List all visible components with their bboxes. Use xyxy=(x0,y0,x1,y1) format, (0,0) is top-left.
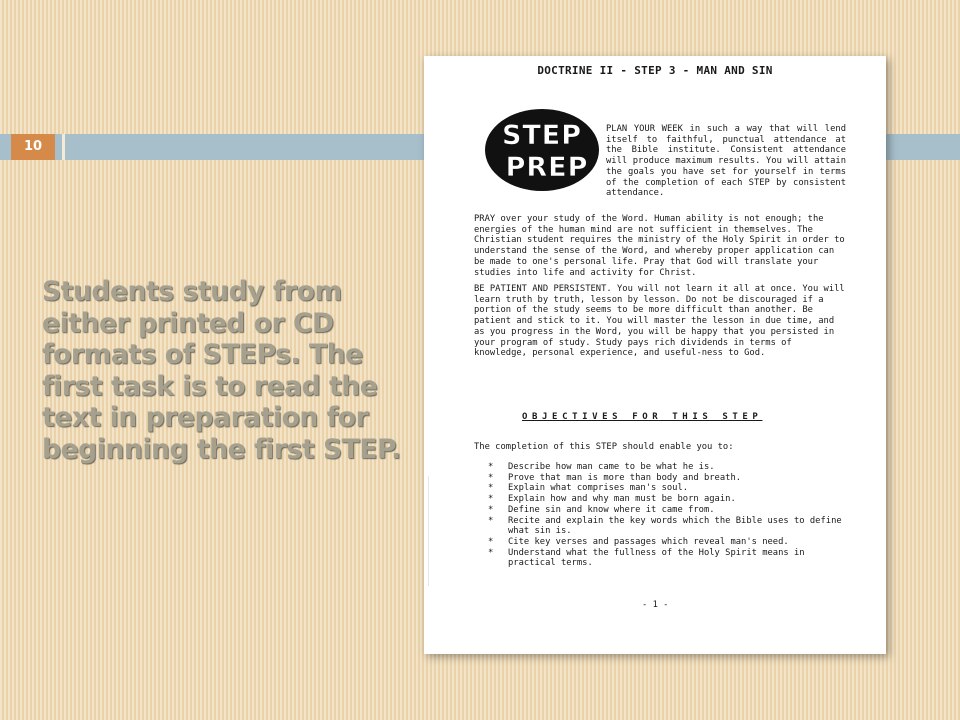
objectives-heading: OBJECTIVES FOR THIS STEP xyxy=(522,412,763,422)
pray-paragraph: PRAY over your study of the Word. Human ability is not enough; the energies of the human mind are not sufficient in themselves. The Christian student requires the ministry of the Holy Spirit in order to understand the sense of the Word, and whereby proper application can be made to one's personal life. Pray that God will translate your studies into life and activity for Christ. xyxy=(474,214,845,278)
list-item: * Define sin and know where it came from. xyxy=(480,505,850,516)
step-prep-logo xyxy=(484,108,600,192)
objectives-intro: The completion of this STEP should enable you to: xyxy=(474,442,734,452)
logo-text-step: STEP xyxy=(501,120,583,151)
document-title: DOCTRINE II - STEP 3 - MAN AND SIN xyxy=(537,64,773,77)
list-item: * Describe how man came to be what he is. xyxy=(480,462,850,473)
document-page xyxy=(424,56,886,654)
list-item: * Explain how and why man must be born again. xyxy=(480,494,850,505)
page-number: - 1 - xyxy=(642,600,669,610)
logo-text-prep: PREP xyxy=(505,152,589,183)
list-item: * Explain what comprises man's soul. xyxy=(480,483,850,494)
list-item: * Understand what the fullness of the Holy Spirit means in practical terms. xyxy=(480,548,850,569)
patient-paragraph: BE PATIENT AND PERSISTENT. You will not learn it all at once. You will learn truth by truth, lesson by lesson. Do not be discouraged if a portion of the study seems to be more difficult than another. Be patient and stick to it. You will master the lesson in due time, and as you progress in the Word, you will be happy that you persisted in your program of study. Study pays rich dividends in terms of knowledge, personal experience, and useful-ness to God. xyxy=(474,284,845,359)
intro-paragraph: PLAN YOUR WEEK in such a way that will lend itself to faithful, punctual attendance at the Bible institute. Consistent attendance will produce maximum results. You will attain the goals you have set for yourself in terms of the completion of each STEP by consistent attendance. xyxy=(606,124,846,199)
slide-body-text: Students study from either printed or CD formats of STEPs. The first task is to read the text in preparation for beginning the first STEP. xyxy=(42,276,401,465)
list-item: * Recite and explain the key words which the Bible uses to define what sin is. xyxy=(480,516,850,537)
list-item: * Prove that man is more than body and breath. xyxy=(480,473,850,484)
slide-number-badge: 10 xyxy=(11,134,55,160)
scan-mark xyxy=(428,476,429,586)
list-item: * Cite key verses and passages which reveal man's need. xyxy=(480,537,850,548)
objectives-list xyxy=(480,462,850,569)
